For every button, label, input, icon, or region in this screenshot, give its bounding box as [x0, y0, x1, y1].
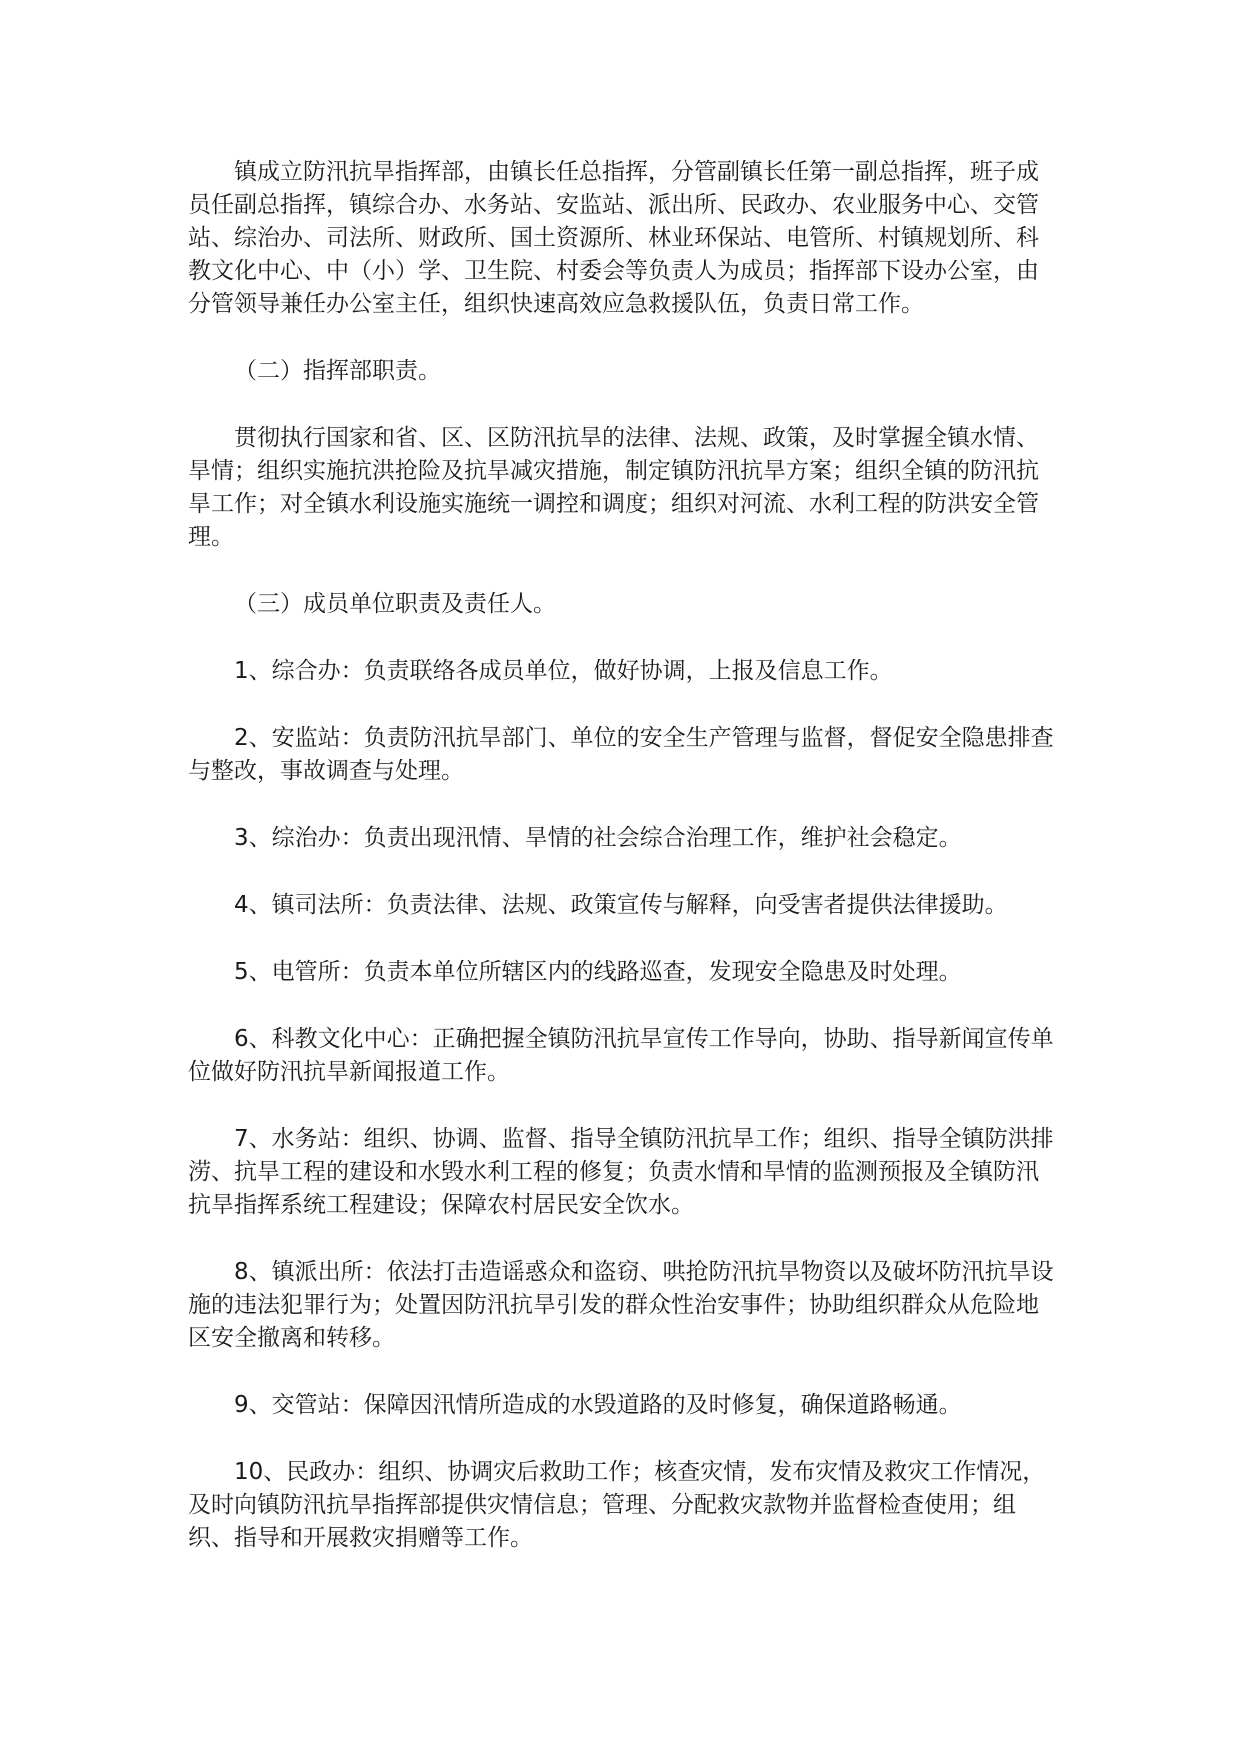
list-item: 5、电管所：负责本单位所辖区内的线路巡查，发现安全隐患及时处理。: [234, 959, 962, 985]
section-heading-duties: （二）指挥部职责。: [234, 358, 441, 384]
list-item: 3、综治办：负责出现汛情、旱情的社会综合治理工作，维护社会稳定。: [234, 825, 962, 851]
list-item: 1、综合办：负责联络各成员单位，做好协调，上报及信息工作。: [234, 658, 893, 684]
list-item: 8、镇派出所：依法打击造谣惑众和盗窃、哄抢防汛抗旱物资以及破坏防汛抗旱设施的违法犯罪行为；处置因防汛抗旱引发的群众性治安事件；协助组织群众从危险地区安全撤离和转移。: [188, 1259, 1054, 1351]
list-item: 7、水务站：组织、协调、监督、指导全镇防汛抗旱工作；组织、指导全镇防洪排涝、抗旱工程的建设和水毁水利工程的修复；负责水情和旱情的监测预报及全镇防汛抗旱指挥系统工程建设；保障农村居民安全饮水。: [188, 1126, 1054, 1218]
document-body: [188, 156, 1058, 1589]
list-item: 10、民政办：组织、协调灾后救助工作；核查灾情，发布灾情及救灾工作情况，及时向镇防汛抗旱指挥部提供灾情信息；管理、分配救灾款物并监督检查使用；组织、指导和开展救灾捐赠等工作。: [188, 1459, 1046, 1551]
list-item: 2、安监站：负责防汛抗旱部门、单位的安全生产管理与监督，督促安全隐患排查与整改，事故调查与处理。: [188, 725, 1054, 784]
section-heading-member-units: （三）成员单位职责及责任人。: [234, 591, 556, 617]
list-item: 6、科教文化中心：正确把握全镇防汛抗旱宣传工作导向，协助、指导新闻宣传单位做好防汛抗旱新闻报道工作。: [188, 1026, 1054, 1085]
list-item: 9、交管站：保障因汛情所造成的水毁道路的及时修复，确保道路畅通。: [234, 1392, 962, 1418]
paragraph-command-setup: 镇成立防汛抗旱指挥部，由镇长任总指挥，分管副镇长任第一副总指挥，班子成员任副总指挥，镇综合办、水务站、安监站、派出所、民政办、农业服务中心、交管站、综治办、司法所、财政所、国土资源所、林业环保站、电管所、村镇规划所、科教文化中心、中（小）学、卫生院、村委会等负责人为成员；指挥部下设办公室，由分管领导兼任办公室主任，组织快速高效应急救援队伍，负责日常工作。: [188, 159, 1039, 317]
list-item: 4、镇司法所：负责法律、法规、政策宣传与解释，向受害者提供法律援助。: [234, 892, 1008, 918]
paragraph-duties: 贯彻执行国家和省、区、区防汛抗旱的法律、法规、政策，及时掌握全镇水情、旱情；组织实施抗洪抢险及抗旱减灾措施，制定镇防汛抗旱方案；组织全镇的防汛抗旱工作；对全镇水利设施实施统一调控和调度；组织对河流、水利工程的防洪安全管理。: [188, 425, 1039, 550]
